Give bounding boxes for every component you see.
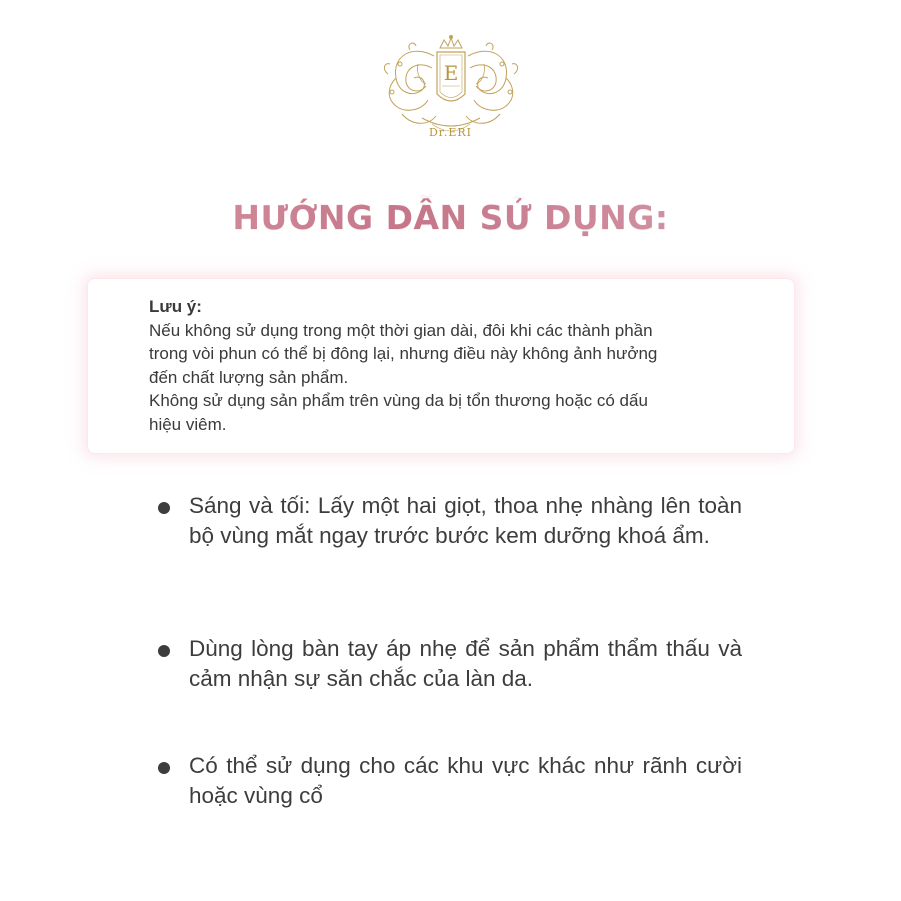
note-line: trong vòi phun có thể bị đông lại, nhưng điều này không ảnh hưởng (149, 344, 658, 363)
note-box (87, 278, 795, 454)
note-line: hiệu viêm. (149, 414, 227, 434)
instruction-text: Dùng lòng bàn tay áp nhẹ để sản phẩm thẩm thấu và cảm nhận sự săn chắc của làn da. (189, 636, 742, 691)
bullet-dot-icon (158, 762, 170, 774)
note-title: Lưu ý: (149, 297, 202, 316)
instruction-text: Sáng và tối: Lấy một hai giọt, thoa nhẹ nhàng lên toàn bộ vùng mắt ngay trước bước kem dưỡng khoá ẩm. (189, 493, 742, 548)
bullet-dot-icon (158, 502, 170, 514)
note-line: đến chất lượng sản phẩm. (149, 367, 349, 387)
note-text (149, 295, 769, 436)
bullet-dot-icon (158, 645, 170, 657)
note-line: Nếu không sử dụng trong một thời gian dài, đôi khi các thành phần (149, 320, 653, 340)
brand-name: Dr.ERI (428, 126, 473, 139)
logo-monogram: E (443, 61, 459, 85)
page-title: HƯỚNG DẪN SỬ DỤNG: (0, 198, 901, 237)
instruction-text: Có thể sử dụng cho các khu vực khác như rãnh cười hoặc vùng cổ (189, 753, 742, 808)
note-line: Không sử dụng sản phẩm trên vùng da bị tổn thương hoặc có dấu (149, 391, 648, 410)
